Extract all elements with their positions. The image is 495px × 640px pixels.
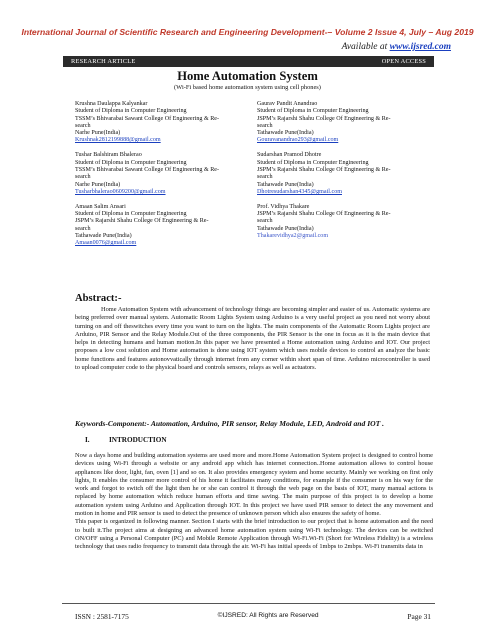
author-affiliation-line: Tathawade Pune(India) <box>75 232 132 239</box>
author-block <box>257 204 429 240</box>
author-affiliation-line: Student of Diploma in Computer Engineering <box>257 108 369 115</box>
article-banner <box>63 56 434 67</box>
author-block <box>75 152 247 196</box>
journal-url-link[interactable]: www.ijsred.com <box>389 42 451 52</box>
author-affiliation-line: JSPM’s Rajarshi Shahu College Of Engineering & Re- <box>257 211 391 218</box>
author-email-link[interactable]: Thakarevidhya2@gmail.com <box>257 232 329 239</box>
author-affiliation-line: TSSM’s Bhivarabai Sawant College Of Engineering & Re- <box>75 115 220 122</box>
author-name: Amaan Salim Ansari <box>75 203 126 210</box>
author-affiliation-line: search <box>257 218 273 225</box>
keywords-line <box>75 419 435 428</box>
footer-rights: ©IJSRED: All Rights are Reserved <box>217 612 319 619</box>
keywords-text: -Component:- Automation, Arduino, PIR sensor, Relay Module, LED, Android and IOT . <box>105 419 385 428</box>
author-name: Tushar Balshiram Bhalerao <box>75 152 142 159</box>
journal-title: International Journal of Scientific Research and Engineering Development-– Volume 2 Issue 4, July – Aug 2019 <box>21 27 474 37</box>
paper-subtitle: (Wi-Fi based home automation system using cell phones) <box>174 84 321 91</box>
keywords-label: Keywords <box>75 419 106 428</box>
author-affiliation-line: TSSM’s Bhivarabai Sawant College Of Engineering & Re- <box>75 166 220 173</box>
author-name: Gaurav Pandit Anandrao <box>257 101 318 107</box>
author-email-link[interactable]: Tusharbhalerao0609200@gmail.com <box>75 188 166 195</box>
author-affiliation-line: search <box>257 122 273 129</box>
author-affiliation-line: Tathawade Pune(India) <box>257 181 314 188</box>
author-name: Prof. Vidhya Thakare <box>257 203 310 210</box>
banner-open-access: OPEN ACCESS <box>381 58 426 65</box>
author-block <box>75 204 247 248</box>
author-affiliation-line: JSPM’s Rajarshi Shahu College Of Engineering & Re- <box>75 218 209 225</box>
author-block <box>257 101 429 145</box>
author-name: Sudarshan Pramod Dhotre <box>257 152 322 159</box>
author-affiliation-line: search <box>257 174 273 181</box>
author-name: Krushna Daulappa Kalyankar <box>75 101 148 107</box>
section-title: INTRODUCTION <box>109 436 167 444</box>
author-affiliation-line: Student of Diploma in Computer Engineering <box>75 108 187 115</box>
author-affiliation-line: Narhe Pune(India) <box>75 130 121 137</box>
author-affiliation-line: search <box>75 174 91 181</box>
section-number: I. <box>85 436 90 444</box>
page-footer <box>75 612 431 621</box>
author-affiliation-line: Narhe Pune(India) <box>75 181 121 188</box>
abstract-body: Home Automation System with advancement of technology things are becoming simpler and easier of us. Automatic systems are being preferred over manual system. Automatic Room Lights System using Arduino is a very useful project as you need not worry about turning on and off theswitches every time you want to turn on the lights. The main components of the Automatic Room Lights project are Arduino, PIR Sensor and the Relay Module.Out of the three components, the PIR Sensor is the one in focus as it is the main device that helps in detecting humans and human motion.In this paper we have presented a Home automation using Arduino and IOT. Our project proposes a low cost solution and Home automation is done using IOT system which uses mobile devices to control an analyze the basic home functions and features autonovvatically through internet from any corner within short span of time. Arduino microcontroller is used to upload computer code to the physical board and controls sensors, relays as well as actuators. <box>75 306 430 371</box>
author-affiliation-line: Tathawade Pune(India) <box>257 130 314 137</box>
footer-divider <box>62 603 435 604</box>
author-affiliation-line: JSPM’s Rajarshi Shahu College Of Engineering & Re- <box>257 115 391 122</box>
footer-page-number: Page 31 <box>407 612 431 621</box>
author-email-link[interactable]: Gouravanandrao293@gmail.com <box>257 137 339 144</box>
author-email-link[interactable]: Dhotresudarshan4345@gmail.com <box>257 188 342 195</box>
introduction-text <box>75 452 433 552</box>
authors-left-column <box>75 101 247 255</box>
authors-right-column <box>257 101 429 248</box>
author-affiliation-line: JSPM’s Rajarshi Shahu College Of Engineering & Re- <box>257 166 391 173</box>
author-affiliation-line: Student of Diploma in Computer Engineering <box>75 211 187 218</box>
author-affiliation-line: search <box>75 122 91 129</box>
author-affiliation-line: Student of Diploma in Computer Engineering <box>75 159 187 166</box>
intro-paragraph: This paper is organized in following manner. Section I starts with the brief introduction to our project that is home automation and the need to built it.The project aims at designing an advanced home automation system using Wi-Fi technology. The devices can be switched ON/OFF using a Personal Computer (PC) and Mobile Remote Application through Wi-Fi.Wi-Fi (Short for Wireless Fidelity) is a wireless technology that uses radio frequency to transmit data through the air. Wi-Fi has initial speeds of 1mbps to 2mbps. Wi-Fi transmits data in <box>75 518 433 551</box>
intro-paragraph: Now a days home and building automation systems are used more and more.Home Automation System project is designed to control home devices using Wi-Fi through a website or any android app which has internet connection..Home automation allows to control house appliances like door, light, fan, oven [1] and so on. It also provides emergency system and home security. Mainly we working on first only lights, It enables the consumer more control of his home it facilitates many conditions, for example if the consumer is on his way for the work and forgot to switch off the light then he or she can control it through the web page on the basis of IOT, many manual actions is replaced by home automation which reduce human efforts and time saving. The main purpose of this project is to develop a home automation system using Arduino and Application through IOT. In this project we have used PIR sensor to detect the any movement and motion in home and PIR sensor is used to detect the presence of unknown person which also ensures the safety of home. <box>75 452 433 518</box>
available-at <box>342 42 451 52</box>
available-prefix: Available at <box>341 42 390 52</box>
author-email-link[interactable]: Krushnak2812199888@gmail.com <box>75 137 161 144</box>
banner-research-article: RESEARCH ARTICLE <box>71 58 136 65</box>
footer-issn: ISSN : 2581-7175 <box>75 612 129 621</box>
author-affiliation-line: search <box>75 225 91 232</box>
author-email-link[interactable]: Amaan0076@gmail.com <box>75 240 137 247</box>
author-affiliation-line: Student of Diploma in Computer Engineering <box>257 159 369 166</box>
author-affiliation-line: Tathawade Pune(India) <box>257 225 314 232</box>
paper-title: Home Automation System <box>177 69 318 83</box>
author-block <box>257 152 429 196</box>
author-block <box>75 101 247 145</box>
section-heading <box>85 436 167 444</box>
abstract-heading: Abstract:- <box>75 293 122 304</box>
